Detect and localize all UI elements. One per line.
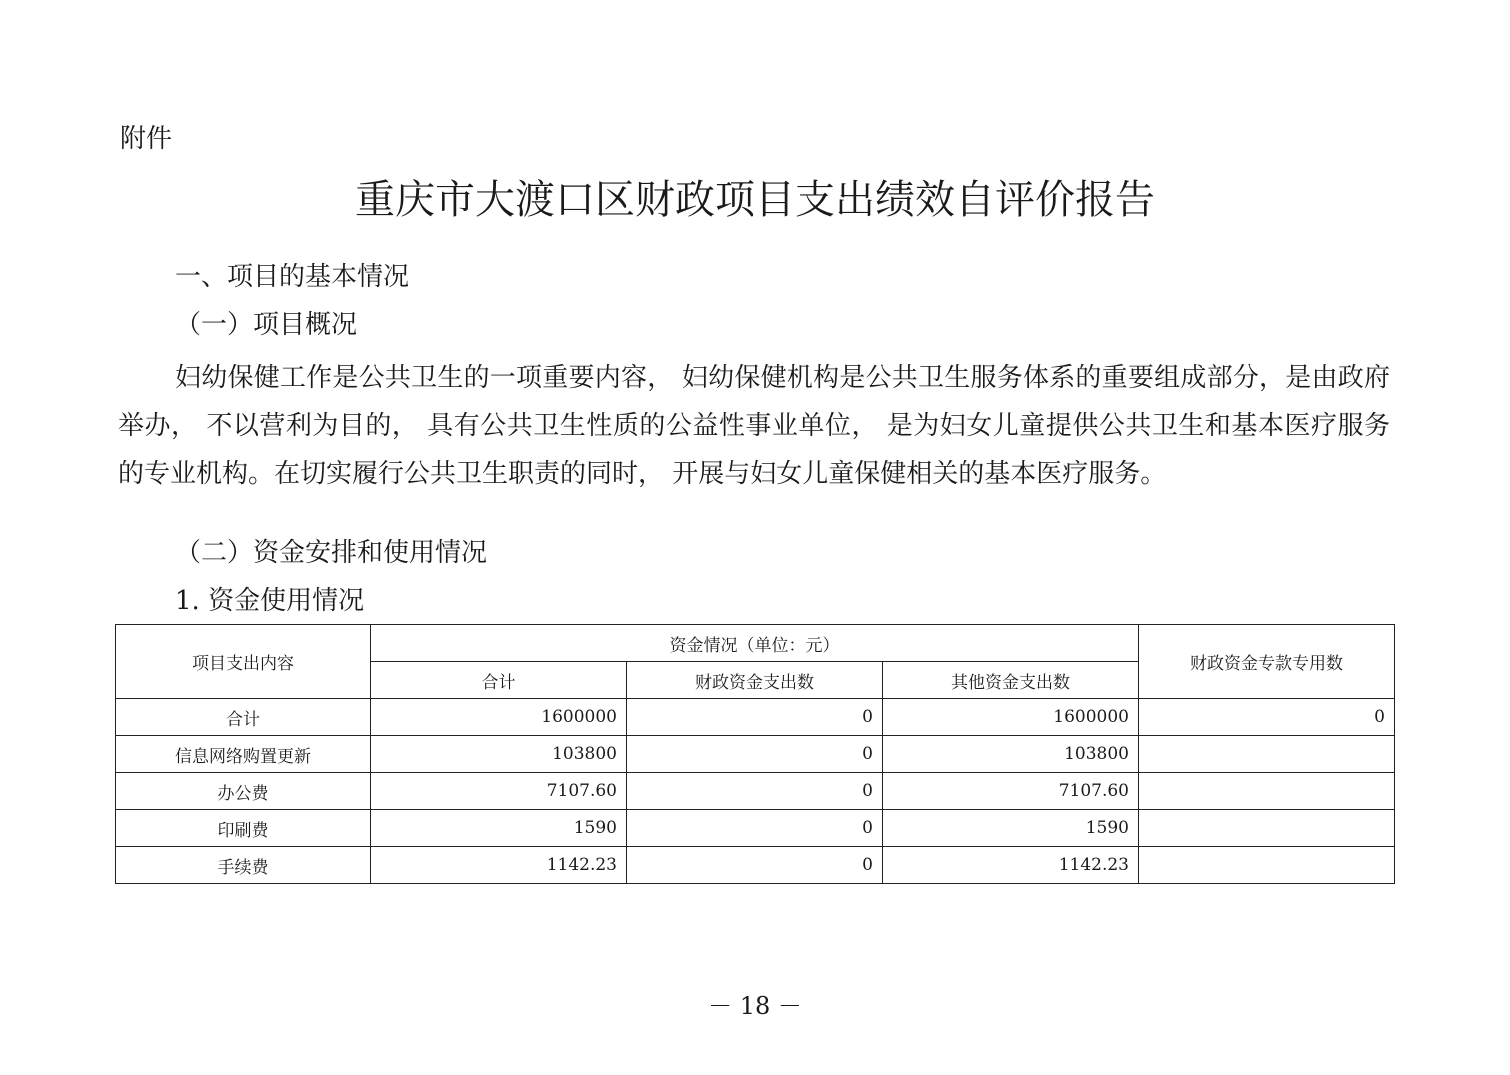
row-special: 0 — [1139, 699, 1395, 736]
row-total: 7107.60 — [371, 773, 627, 810]
row-fiscal: 0 — [627, 773, 883, 810]
row-total: 1600000 — [371, 699, 627, 736]
overview-paragraph: 妇幼保健工作是公共卫生的一项重要内容， 妇幼保健机构是公共卫生服务体系的重要组成部分，是由政府举办， 不以营利为目的， 具有公共卫生性质的公益性事业单位， 是为妇女儿童提供公共卫生和基本医疗服务的专业机构。在切实履行公共卫生职责的同时， 开展与妇女儿童保健相关的基本医疗服务。 — [118, 363, 1390, 489]
table-row — [116, 699, 1395, 736]
row-other: 103800 — [883, 736, 1139, 773]
header-special: 财政资金专款专用数 — [1139, 625, 1395, 699]
row-total: 103800 — [371, 736, 627, 773]
section-heading-basic-info: 一、项目的基本情况 — [175, 262, 410, 292]
row-other: 1600000 — [883, 699, 1139, 736]
header-fiscal: 财政资金支出数 — [627, 662, 883, 699]
row-total: 1142.23 — [371, 847, 627, 884]
subsection-heading-fund-usage: 1. 资金使用情况 — [175, 586, 365, 616]
row-other: 1142.23 — [883, 847, 1139, 884]
header-total: 合计 — [371, 662, 627, 699]
row-special — [1139, 736, 1395, 773]
report-title: 重庆市大渡口区财政项目支出绩效自评价报告 — [355, 177, 1155, 223]
row-fiscal: 0 — [627, 810, 883, 847]
fund-usage-table — [115, 624, 1395, 884]
table-row — [116, 773, 1395, 810]
header-other: 其他资金支出数 — [883, 662, 1139, 699]
row-fiscal: 0 — [627, 699, 883, 736]
row-special — [1139, 773, 1395, 810]
subsection-heading-funding: （二）资金安排和使用情况 — [175, 538, 488, 568]
row-other: 1590 — [883, 810, 1139, 847]
header-funds-group: 资金情况（单位：元） — [371, 625, 1139, 662]
table-row — [116, 736, 1395, 773]
row-fiscal: 0 — [627, 847, 883, 884]
row-item: 合计 — [116, 699, 371, 736]
row-item: 信息网络购置更新 — [116, 736, 371, 773]
row-item: 印刷费 — [116, 810, 371, 847]
subsection-heading-overview: （一）项目概况 — [175, 310, 358, 340]
row-total: 1590 — [371, 810, 627, 847]
row-special — [1139, 847, 1395, 884]
row-special — [1139, 810, 1395, 847]
row-item: 手续费 — [116, 847, 371, 884]
row-fiscal: 0 — [627, 736, 883, 773]
row-other: 7107.60 — [883, 773, 1139, 810]
attachment-label: 附件 — [120, 124, 173, 154]
header-item: 项目支出内容 — [116, 625, 371, 699]
table-row — [116, 810, 1395, 847]
row-item: 办公费 — [116, 773, 371, 810]
page-number: － 18 － — [708, 992, 802, 1020]
table-row — [116, 847, 1395, 884]
